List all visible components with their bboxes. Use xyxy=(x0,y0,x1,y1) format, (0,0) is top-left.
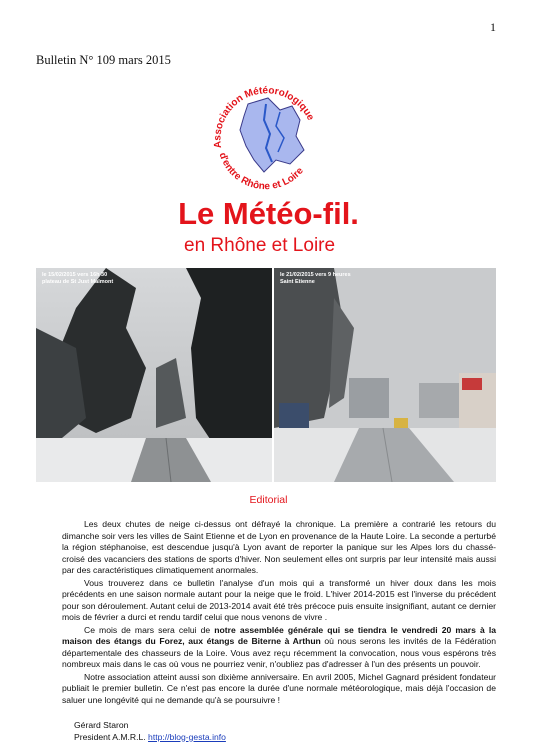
svg-text:d'entre Rhône et Loire: d'entre Rhône et Loire xyxy=(216,151,306,193)
paragraph: Ce mois de mars sera celui de notre assemblée générale qui se tiendra le vendredi 20 mars à la maison des étangs du Forez, aux étangs de Biterne à Arthun où nous serons les invités de la Fédération départementale des chasseurs de la Loire. Vous avez reçu récemment la convocation, nous vous espérons très nombreux mais dans le cas où vous ne pourriez venir, n'oubliez pas d'adresser à l'un des présents un pouvoir. xyxy=(62,624,497,669)
signature-name: Gérard Staron xyxy=(74,720,129,730)
signature xyxy=(62,720,226,743)
signature-role: President A.M.R.L. http://blog-gesta.info xyxy=(74,731,226,742)
blog-link[interactable]: http://blog-gesta.info xyxy=(148,731,226,742)
paragraph: Notre association atteint aussi son dixième anniversaire. En avril 2005, Michel Gagnard président fondateur publiait le premier bulletin. Ce n'est pas encore la durée d'une normale météorologique, mais déjà l'occasion de saluer une longévité qui ne demande qu'à se poursuivre ! xyxy=(62,671,496,705)
paragraph: Vous trouverez dans ce bulletin l'analyse d'un mois qui a transformé un hiver doux dans les mois précédents en une saison normale autant pour la neige que le froid. L'hiver 2014-2015 est l'inverse du précédent pour son déroulement. Autant celui de 2013-2014 avait été très précoce puis ensuite insignifiant, autant ce dernier mois de février a durci et rendu tardif celui que nous venons de vivre . xyxy=(62,577,496,622)
photo-caption: le 21/02/2015 vers 9 heures Saint Etienne xyxy=(280,272,351,285)
association-logo xyxy=(200,76,330,196)
newsletter-subtitle: en Rhône et Loire xyxy=(184,235,336,256)
snow-photo-forest xyxy=(36,268,272,482)
svg-text:Association Météorologique: Association Météorologique xyxy=(212,85,316,149)
editorial-heading: Editorial xyxy=(249,494,288,506)
photo-caption: le 15/02/2015 vers 16h 30 plateau de St Just Malmont xyxy=(42,272,114,285)
page-number: 1 xyxy=(490,20,496,34)
newsletter-title: Le Météo-fil. xyxy=(178,196,359,231)
paragraph: Les deux chutes de neige ci-dessus ont défrayé la chronique. La première a contrarié les retours du dimanche soir vers les villes de Saint Etienne et de Lyon en provenance de la Haute Loire. La seconde a perturbé la région stéphanoise, est descendue jusqu'à Lyon avant de reporter la panique sur les Alpes lors du chassé-croisé des vacanciers des stations de sports d'hiver. Non seulement elles ont surpris par leur intensité mais aussi par des caractéristiques climatiquement anormales. xyxy=(62,519,496,575)
bulletin-number: Bulletin N° 109 mars 2015 xyxy=(36,53,171,67)
editorial-body xyxy=(62,519,496,707)
snow-photo-street xyxy=(274,268,496,482)
